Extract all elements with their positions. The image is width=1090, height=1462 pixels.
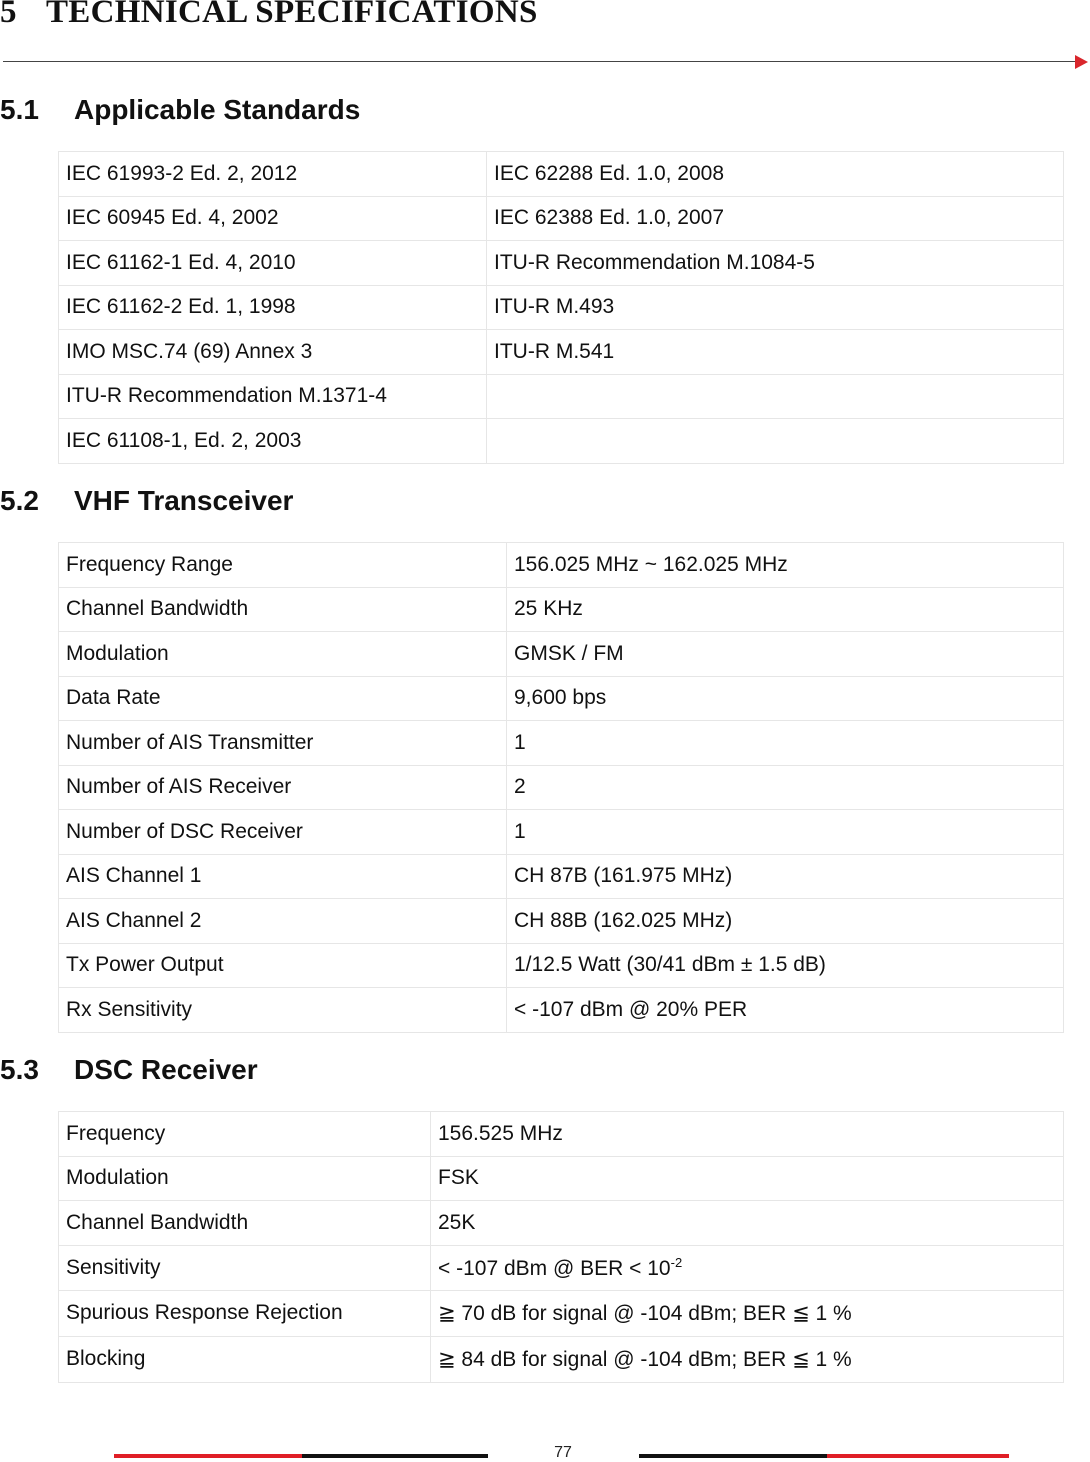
section-title: VHF Transceiver — [74, 485, 294, 516]
table-row — [59, 1245, 1064, 1290]
table-row — [59, 632, 1064, 677]
section-heading-applicable-standards — [0, 94, 360, 126]
table-cell: Blocking — [59, 1336, 431, 1382]
table-row — [59, 854, 1064, 899]
table-cell: IEC 61993-2 Ed. 2, 2012 — [59, 152, 487, 197]
table-row — [59, 899, 1064, 944]
chapter-number: 5 — [0, 0, 17, 30]
table-row — [59, 543, 1064, 588]
table-cell — [487, 374, 1064, 419]
table-row — [59, 374, 1064, 419]
section-number: 5.1 — [0, 94, 39, 125]
table-row — [59, 196, 1064, 241]
table-cell: ITU-R Recommendation M.1084-5 — [487, 241, 1064, 286]
table-cell: Channel Bandwidth — [59, 1201, 431, 1246]
table-cell: IEC 61108-1, Ed. 2, 2003 — [59, 419, 487, 464]
table-row — [59, 943, 1064, 988]
table-row — [59, 330, 1064, 375]
section-title: Applicable Standards — [74, 94, 361, 125]
table-cell: 1 — [507, 810, 1064, 855]
section-heading-dsc-receiver — [0, 1054, 258, 1086]
vhf-transceiver-table — [58, 542, 1064, 1033]
table-row — [59, 241, 1064, 286]
table-cell: Modulation — [59, 632, 507, 677]
table-cell: 2 — [507, 765, 1064, 810]
table-cell — [431, 1245, 1064, 1290]
applicable-standards-table — [58, 151, 1064, 464]
table-row — [59, 1290, 1064, 1336]
footer-line-dark-right — [639, 1454, 827, 1458]
table-row — [59, 285, 1064, 330]
sensitivity-exponent: -2 — [670, 1254, 683, 1270]
table-cell — [487, 419, 1064, 464]
table-row — [59, 676, 1064, 721]
table-row — [59, 810, 1064, 855]
table-cell: Spurious Response Rejection — [59, 1290, 431, 1336]
table-cell: IMO MSC.74 (69) Annex 3 — [59, 330, 487, 375]
table-row — [59, 1336, 1064, 1382]
table-cell: 1 — [507, 721, 1064, 766]
table-cell: GMSK / FM — [507, 632, 1064, 677]
table-cell: Rx Sensitivity — [59, 988, 507, 1033]
table-cell: Number of DSC Receiver — [59, 810, 507, 855]
table-cell: 156.525 MHz — [431, 1112, 1064, 1157]
table-row — [59, 587, 1064, 632]
section-heading-vhf-transceiver — [0, 485, 293, 517]
table-cell: < -107 dBm @ 20% PER — [507, 988, 1064, 1033]
table-cell: Frequency — [59, 1112, 431, 1157]
table-cell: Tx Power Output — [59, 943, 507, 988]
section-number: 5.3 — [0, 1054, 39, 1085]
table-cell: AIS Channel 2 — [59, 899, 507, 944]
table-cell: 25K — [431, 1201, 1064, 1246]
table-row — [59, 988, 1064, 1033]
table-cell: IEC 61162-1 Ed. 4, 2010 — [59, 241, 487, 286]
table-cell: ITU-R Recommendation M.1371-4 — [59, 374, 487, 419]
table-cell: IEC 62388 Ed. 1.0, 2007 — [487, 196, 1064, 241]
table-row — [59, 152, 1064, 197]
footer-line-dark-left — [302, 1454, 488, 1458]
table-cell: Channel Bandwidth — [59, 587, 507, 632]
table-cell: Data Rate — [59, 676, 507, 721]
section-title: DSC Receiver — [74, 1054, 258, 1085]
table-row — [59, 1112, 1064, 1157]
sensitivity-value: < -107 dBm @ BER < 10 — [438, 1256, 671, 1280]
table-cell: CH 88B (162.025 MHz) — [507, 899, 1064, 944]
table-cell: Number of AIS Transmitter — [59, 721, 507, 766]
table-cell: AIS Channel 1 — [59, 854, 507, 899]
section-number: 5.2 — [0, 485, 39, 516]
table-cell: IEC 60945 Ed. 4, 2002 — [59, 196, 487, 241]
page-number: 77 — [554, 1444, 572, 1461]
arrow-right-icon — [1075, 55, 1088, 69]
chapter-title-text: TECHNICAL SPECIFICATIONS — [46, 0, 538, 30]
table-row — [59, 1201, 1064, 1246]
table-cell: 156.025 MHz ~ 162.025 MHz — [507, 543, 1064, 588]
chapter-rule — [3, 61, 1076, 62]
table-row — [59, 1156, 1064, 1201]
table-cell: Modulation — [59, 1156, 431, 1201]
table-cell: IEC 61162-2 Ed. 1, 1998 — [59, 285, 487, 330]
table-row — [59, 419, 1064, 464]
table-cell: IEC 62288 Ed. 1.0, 2008 — [487, 152, 1064, 197]
table-cell: CH 87B (161.975 MHz) — [507, 854, 1064, 899]
table-cell: ≧ 70 dB for signal @ -104 dBm; BER ≦ 1 % — [431, 1290, 1064, 1336]
table-cell: ≧ 84 dB for signal @ -104 dBm; BER ≦ 1 % — [431, 1336, 1064, 1382]
table-cell: 1/12.5 Watt (30/41 dBm ± 1.5 dB) — [507, 943, 1064, 988]
footer-line-red-right — [827, 1454, 1009, 1458]
table-cell: ITU-R M.493 — [487, 285, 1064, 330]
table-cell: FSK — [431, 1156, 1064, 1201]
table-row — [59, 721, 1064, 766]
dsc-receiver-table — [58, 1111, 1064, 1383]
table-cell: ITU-R M.541 — [487, 330, 1064, 375]
table-cell: 9,600 bps — [507, 676, 1064, 721]
table-cell: 25 KHz — [507, 587, 1064, 632]
table-cell: Number of AIS Receiver — [59, 765, 507, 810]
chapter-title — [0, 0, 538, 31]
footer-line-red-left — [114, 1454, 302, 1458]
table-cell: Frequency Range — [59, 543, 507, 588]
table-cell: Sensitivity — [59, 1245, 431, 1290]
table-row — [59, 765, 1064, 810]
